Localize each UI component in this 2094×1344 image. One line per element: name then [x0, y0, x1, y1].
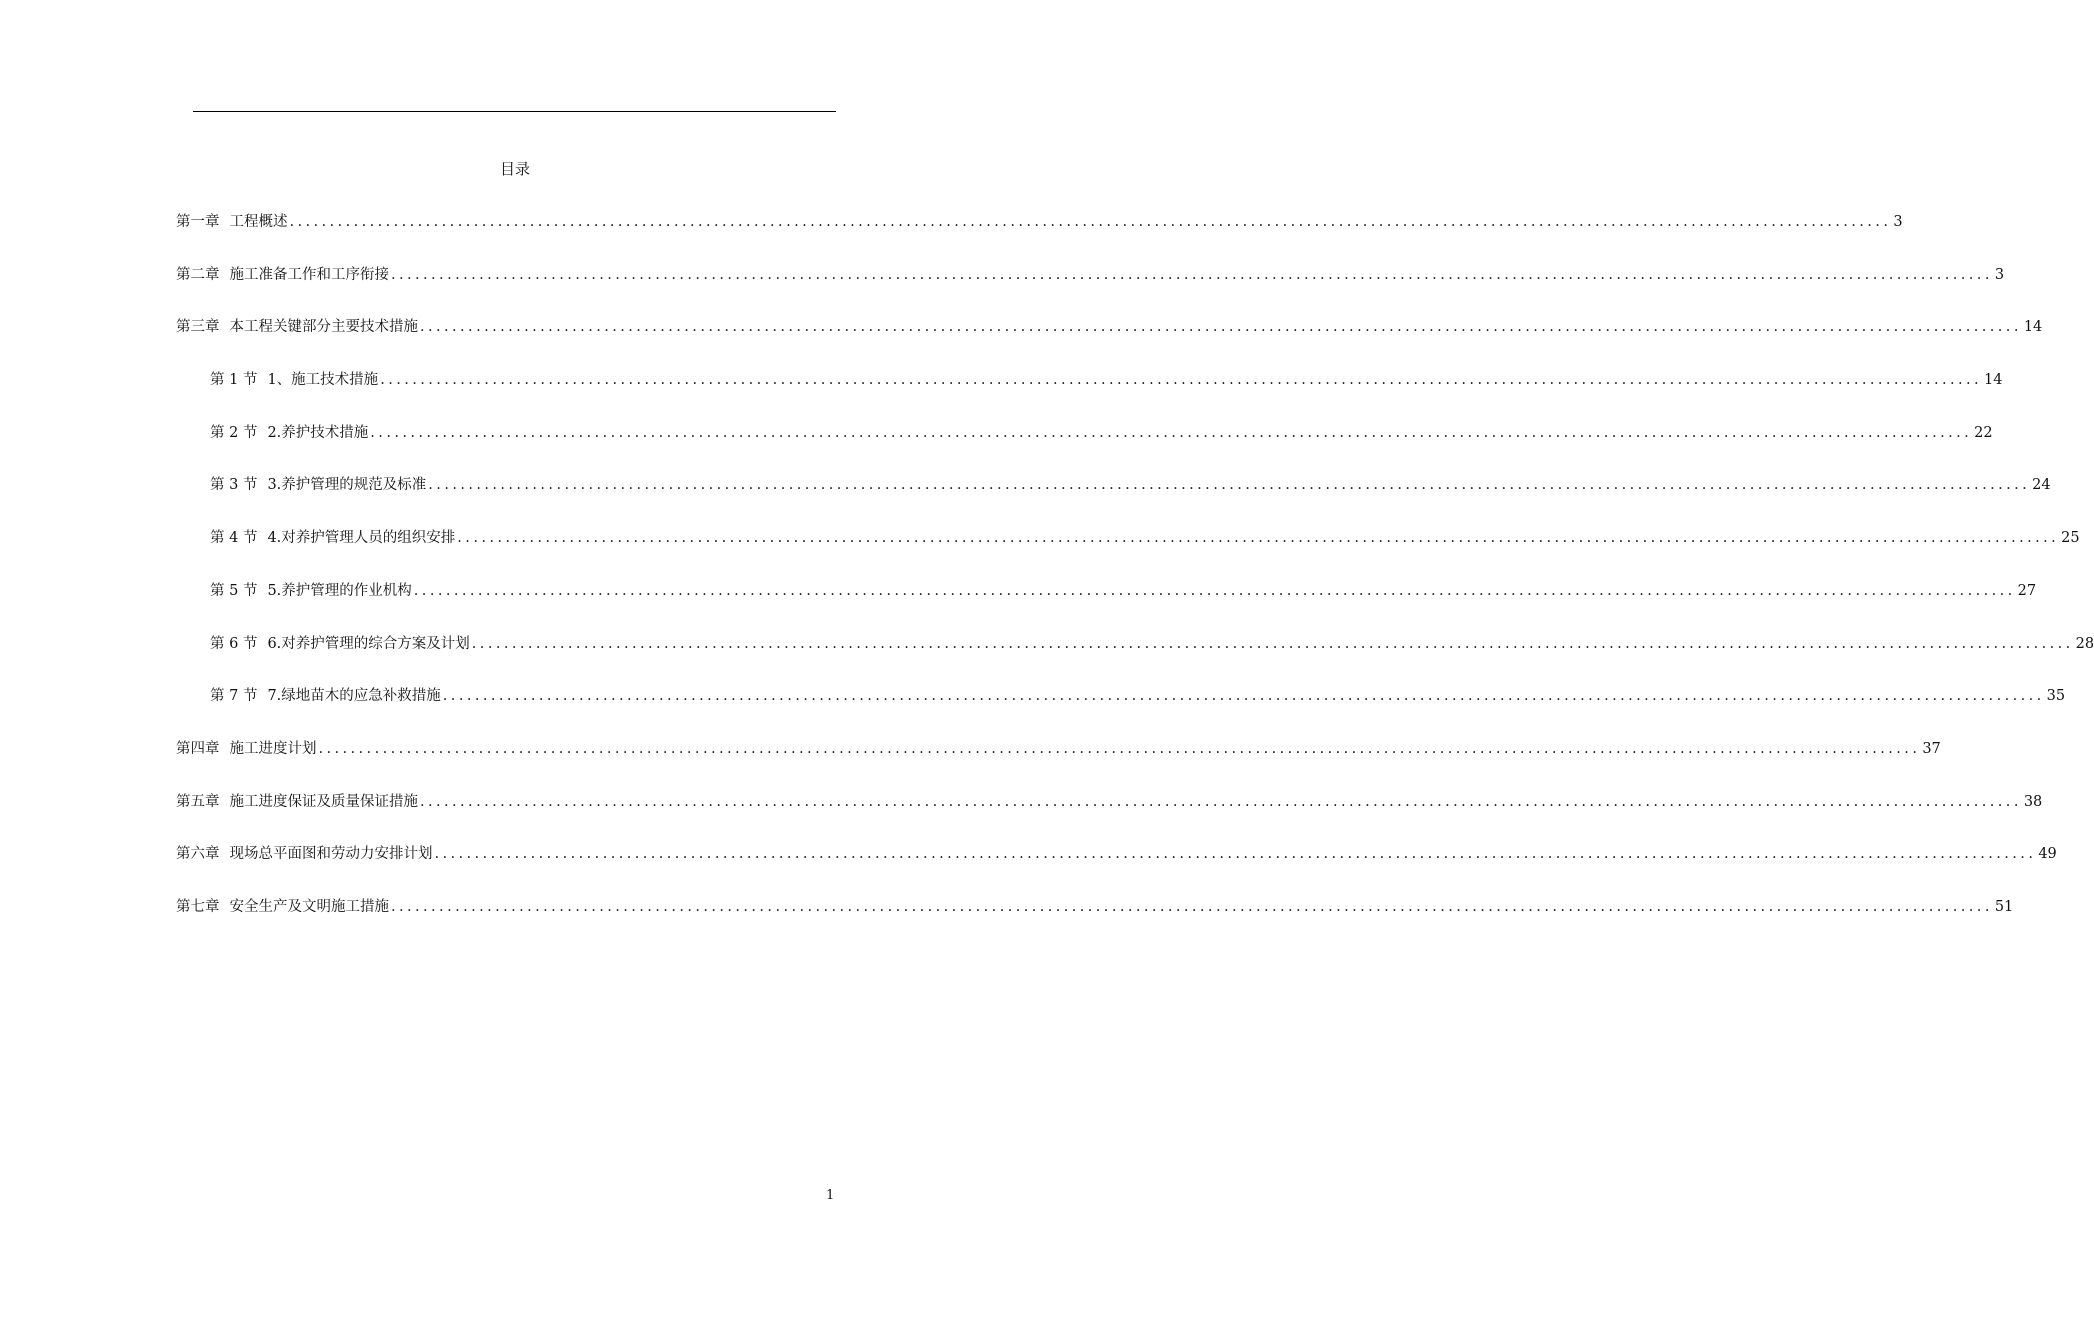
toc-entry-title: 2.养护技术措施	[267, 424, 369, 441]
toc-entry-prefix: 第 5 节	[210, 582, 258, 599]
toc-entry-section-7[interactable]	[176, 685, 2066, 738]
toc-entry-page: 25	[2061, 530, 2080, 547]
toc-leader-dots: ........................................................................................................................................................................................................	[391, 898, 1993, 915]
toc-entry-page: 3	[1994, 266, 2005, 283]
toc-entry-title: 施工进度计划	[229, 740, 317, 757]
toc-entry-page: 49	[2038, 846, 2057, 863]
toc-leader-dots: ........................................................................................................................................................................................................	[471, 635, 2074, 652]
toc-entry-prefix: 第五章	[176, 793, 220, 810]
toc-entry-chapter-4[interactable]	[176, 738, 1941, 791]
toc-entry-page: 14	[2023, 319, 2043, 336]
toc-leader-dots: ........................................................................................................................................................................................................	[457, 530, 2060, 547]
toc-entry-section-1[interactable]	[176, 369, 2003, 422]
toc-leader-dots: ........................................................................................................................................................................................................	[318, 740, 1921, 757]
toc-entry-title: 3.养护管理的规范及标准	[267, 477, 427, 494]
toc-entry-page: 28	[2075, 635, 2094, 652]
toc-entry-label	[210, 422, 368, 444]
toc-entry-page: 37	[1922, 740, 1941, 757]
toc-entry-prefix: 第六章	[176, 846, 220, 863]
toc-entry-section-6[interactable]	[176, 633, 2094, 686]
toc-list	[176, 211, 2094, 949]
toc-leader-dots: ........................................................................................................................................................................................................	[391, 266, 1993, 283]
toc-entry-title: 本工程关键部分主要技术措施	[229, 319, 418, 336]
toc-entry-page: 22	[1974, 424, 1993, 441]
toc-leader-dots: ........................................................................................................................................................................................................	[380, 372, 1983, 389]
toc-entry-label	[210, 580, 412, 602]
toc-entry-label	[176, 738, 317, 760]
toc-entry-label	[176, 843, 433, 865]
toc-entry-chapter-7[interactable]	[176, 896, 2014, 949]
toc-entry-prefix: 第一章	[176, 214, 220, 230]
toc-entry-title: 4.对养护管理人员的组织安排	[267, 530, 456, 547]
toc-entry-chapter-3[interactable]	[176, 316, 2043, 369]
toc-entry-chapter-1[interactable]	[176, 211, 1903, 264]
toc-entry-prefix: 第 4 节	[210, 530, 258, 547]
toc-entry-page: 3	[1893, 214, 1903, 230]
toc-entry-title: 施工准备工作和工序衔接	[229, 266, 389, 283]
toc-entry-label	[176, 211, 288, 233]
toc-entry-section-5[interactable]	[176, 580, 2037, 633]
toc-entry-page: 51	[1994, 898, 2014, 915]
toc-leader-dots: ........................................................................................................................................................................................................	[434, 846, 2037, 863]
toc-entry-title: 6.对养护管理的综合方案及计划	[267, 635, 470, 652]
toc-title: 目录	[499, 160, 530, 178]
toc-entry-title: 7.绿地苗木的应急补救措施	[267, 688, 441, 705]
toc-entry-label	[210, 685, 441, 707]
toc-entry-page: 14	[1984, 372, 2003, 389]
toc-entry-label	[176, 316, 418, 338]
toc-entry-page: 24	[2032, 477, 2051, 494]
toc-entry-prefix: 第 3 节	[210, 477, 258, 494]
toc-entry-label	[210, 633, 470, 655]
toc-entry-page: 38	[2023, 793, 2043, 810]
toc-entry-prefix: 第 7 节	[210, 688, 258, 705]
toc-leader-dots: ........................................................................................................................................................................................................	[289, 214, 1892, 230]
toc-entry-prefix: 第 2 节	[210, 424, 258, 441]
toc-entry-section-3[interactable]	[176, 474, 2051, 527]
toc-entry-section-2[interactable]	[176, 422, 1993, 475]
toc-entry-page: 27	[2017, 582, 2037, 599]
toc-entry-chapter-5[interactable]	[176, 791, 2043, 844]
toc-entry-title: 工程概述	[229, 214, 288, 230]
toc-entry-title: 安全生产及文明施工措施	[229, 898, 389, 915]
toc-entry-label	[176, 896, 389, 918]
toc-entry-prefix: 第 6 节	[210, 635, 258, 652]
toc-entry-title: 施工进度保证及质量保证措施	[229, 793, 418, 810]
toc-entry-prefix: 第七章	[176, 898, 220, 915]
toc-entry-label	[210, 474, 426, 496]
toc-entry-section-4[interactable]	[176, 527, 2080, 580]
toc-entry-chapter-6[interactable]	[176, 843, 2057, 896]
toc-entry-label	[176, 791, 418, 813]
toc-entry-title: 现场总平面图和劳动力安排计划	[229, 846, 433, 863]
toc-entry-chapter-2[interactable]	[176, 264, 2005, 317]
page-number: 1	[826, 1188, 835, 1203]
toc-leader-dots: ........................................................................................................................................................................................................	[428, 477, 2031, 494]
toc-entry-title: 5.养护管理的作业机构	[267, 582, 412, 599]
toc-entry-title: 1、施工技术措施	[267, 372, 379, 389]
toc-leader-dots: ........................................................................................................................................................................................................	[370, 424, 1973, 441]
toc-entry-prefix: 第四章	[176, 740, 220, 757]
toc-entry-label	[176, 264, 389, 286]
toc-entry-prefix: 第三章	[176, 319, 220, 336]
toc-leader-dots: ........................................................................................................................................................................................................	[413, 582, 2016, 599]
toc-entry-prefix: 第 1 节	[210, 372, 258, 389]
toc-leader-dots: ........................................................................................................................................................................................................	[420, 319, 2022, 336]
toc-entry-label	[210, 527, 455, 549]
header-rule	[193, 111, 836, 112]
toc-entry-label	[210, 369, 378, 391]
toc-entry-page: 35	[2046, 688, 2066, 705]
toc-leader-dots: ........................................................................................................................................................................................................	[420, 793, 2022, 810]
toc-entry-prefix: 第二章	[176, 266, 220, 283]
toc-leader-dots: ........................................................................................................................................................................................................	[442, 688, 2045, 705]
